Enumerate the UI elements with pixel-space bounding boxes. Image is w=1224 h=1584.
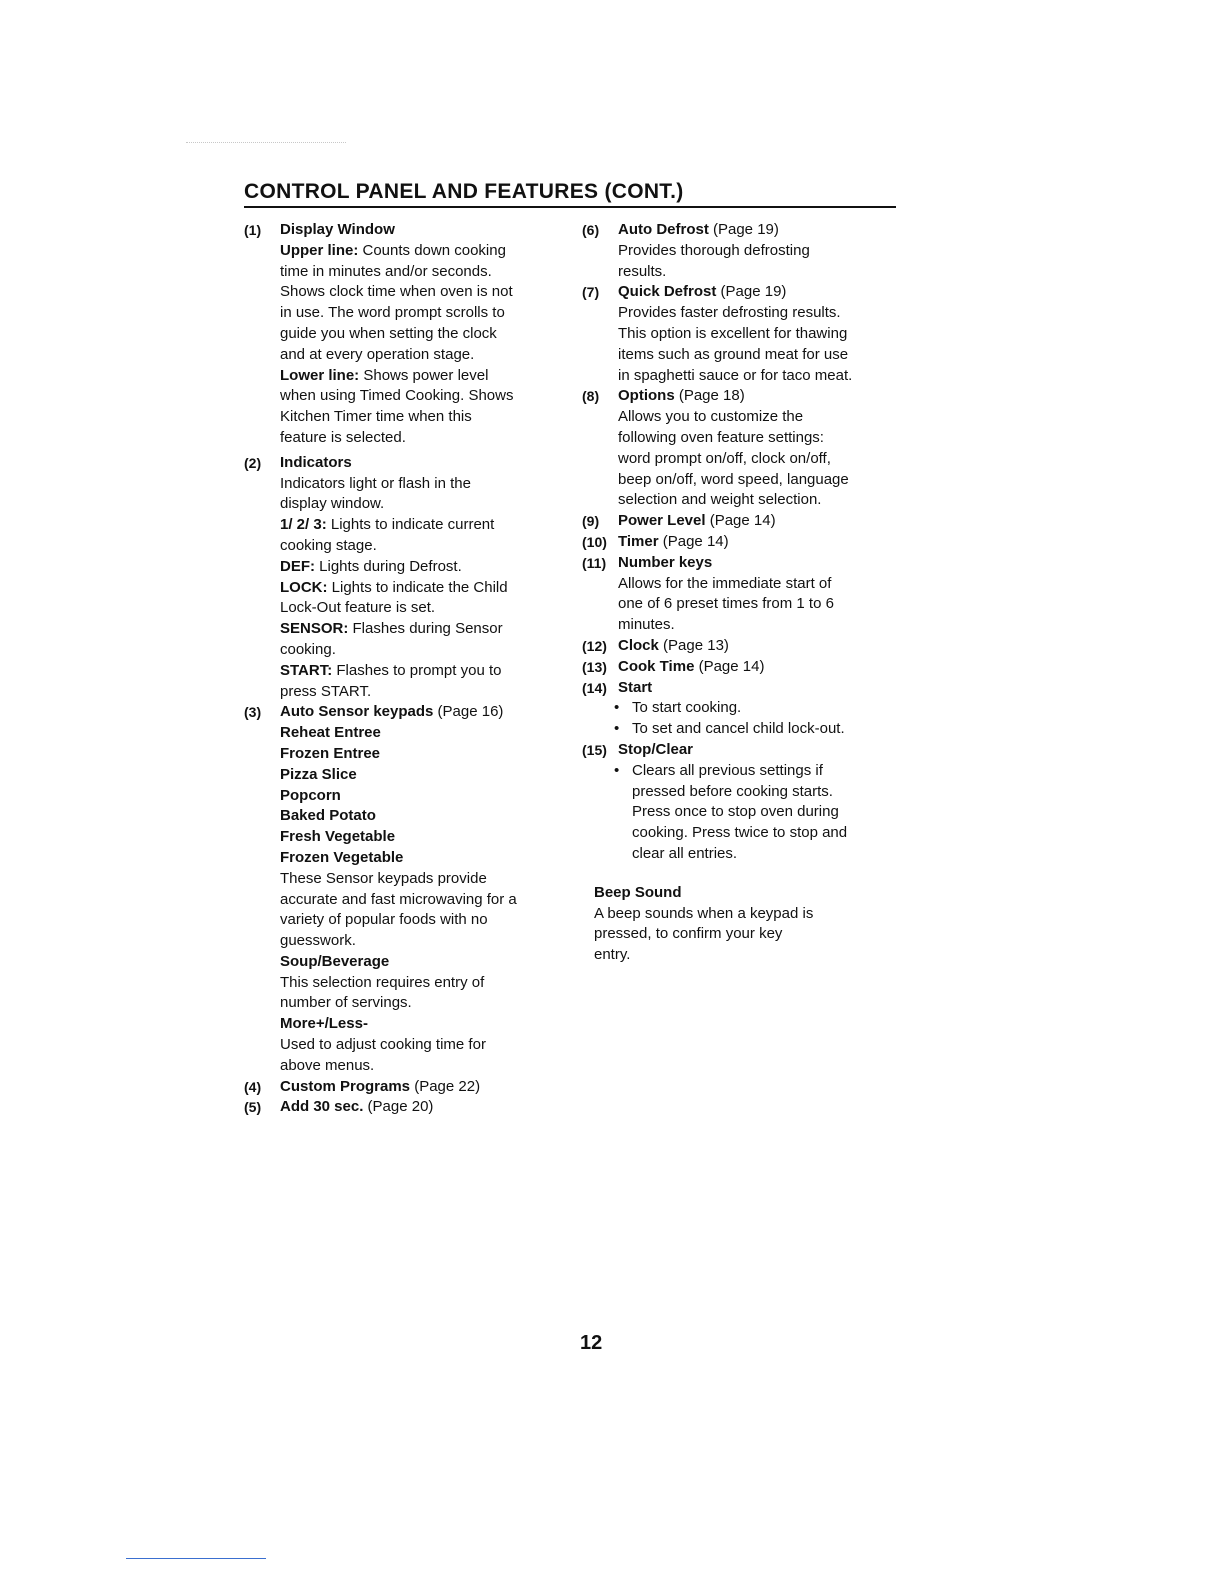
item-number: (5): [244, 1099, 262, 1116]
start-indicator-label: START:: [280, 661, 333, 679]
text-line: Allows for the immediate start of: [618, 574, 832, 592]
item-heading-line: [618, 636, 912, 657]
bullet-item: [610, 761, 912, 865]
text-line: guesswork.: [280, 932, 356, 950]
item-heading-line: [280, 702, 574, 723]
text-line: number of servings.: [280, 994, 412, 1012]
text-line: Indicators light or flash in the: [280, 474, 471, 492]
start-indicator-desc: [280, 661, 574, 682]
lock-indicator-desc: [280, 578, 574, 599]
text-line: This selection requires entry of: [280, 973, 485, 991]
text-line: Shows power level: [359, 366, 489, 384]
keypad-name: Frozen Vegetable: [280, 848, 404, 866]
item-number: (14): [582, 679, 607, 696]
item-heading: Custom Programs: [280, 1077, 411, 1095]
text-line: These Sensor keypads provide: [280, 869, 487, 887]
text-line: pressed before cooking starts.: [632, 782, 833, 800]
sensor-indicator-desc: [280, 619, 574, 640]
text-line: Counts down cooking: [358, 241, 506, 259]
lower-line-desc: [280, 366, 574, 387]
item-stop-clear: [582, 740, 912, 761]
item-number: (13): [582, 658, 607, 675]
item-heading-line: [618, 386, 912, 407]
text-line: Lights to indicate current: [326, 516, 495, 534]
keypad-name: Popcorn: [280, 786, 341, 804]
text-line: items such as ground meat for use: [618, 345, 849, 363]
page-ref: (Page 19): [708, 221, 779, 238]
text-line: Flashes during Sensor: [348, 620, 503, 638]
page-ref: (Page 22): [410, 1077, 481, 1095]
item-number: (2): [244, 454, 262, 471]
def-indicator-label: DEF:: [280, 557, 315, 575]
text-line: cooking.: [280, 640, 336, 658]
text-line: clear all entries.: [632, 844, 738, 862]
text-line: cooking. Press twice to stop and: [632, 824, 848, 842]
text-line: feature is selected.: [280, 428, 406, 446]
text-line: Shows clock time when oven is not: [280, 283, 513, 301]
text-line: in spaghetti sauce or for taco meat.: [618, 366, 853, 384]
stop-clear-bullet-list: [582, 761, 912, 865]
item-auto-defrost: [582, 220, 912, 282]
text-line: following oven feature settings:: [618, 428, 824, 446]
item-number: (3): [244, 704, 262, 721]
text-line: Used to adjust cooking time for: [280, 1036, 486, 1054]
item-quick-defrost: [582, 282, 912, 386]
item-heading: Power Level: [618, 512, 706, 530]
text-line: Provides faster defrosting results.: [618, 304, 841, 322]
keypad-name: Baked Potato: [280, 807, 376, 825]
item-heading: Auto Defrost: [618, 221, 709, 238]
keypad-name: Reheat Entree: [280, 724, 381, 742]
bullet-item: • To start cooking.: [610, 698, 912, 719]
text-line: above menus.: [280, 1056, 375, 1074]
item-number: (6): [582, 222, 600, 238]
item-number: (1): [244, 222, 262, 238]
sensor-indicator-label: SENSOR:: [280, 620, 349, 638]
page-ref: (Page 14): [658, 532, 729, 550]
page-ref: (Page 20): [363, 1098, 434, 1116]
text-line: This option is excellent for thawing: [618, 324, 848, 342]
item-heading-line: [618, 511, 912, 532]
item-heading: Options: [618, 387, 675, 405]
page-ref: (Page 16): [433, 703, 504, 721]
item-options: [582, 386, 912, 511]
page-ref: (Page 18): [674, 387, 745, 405]
item-heading: Timer: [618, 532, 659, 550]
item-auto-sensor-keypads: [244, 702, 574, 1076]
page-number: 12: [580, 1332, 603, 1354]
page-title: CONTROL PANEL AND FEATURES (CONT.): [244, 180, 684, 203]
text-line: • Clears all previous settings if: [632, 761, 823, 779]
start-bullet-list: [582, 698, 912, 740]
item-heading: Auto Sensor keypads: [280, 703, 434, 721]
title-underline: [244, 206, 896, 208]
item-display-window: [244, 220, 574, 449]
text-line: variety of popular foods with no: [280, 911, 488, 929]
item-number: (8): [582, 388, 600, 405]
page-ref: (Page 13): [658, 636, 729, 654]
text-line: one of 6 preset times from 1 to 6: [618, 595, 834, 613]
bottom-rule: [126, 1558, 266, 1559]
item-heading: Display Window: [280, 221, 395, 238]
item-number: (9): [582, 513, 600, 530]
item-add-30-sec: [244, 1097, 574, 1118]
text-line: Allows you to customize the: [618, 408, 804, 426]
text-line: Lights during Defrost.: [315, 557, 462, 575]
text-line: results.: [618, 262, 667, 280]
left-column: [244, 220, 574, 1118]
text-line: Kitchen Timer time when this: [280, 408, 472, 426]
item-heading: Stop/Clear: [618, 740, 694, 758]
text-line: Flashes to prompt you to: [332, 661, 502, 679]
text-line: A beep sounds when a keypad is: [594, 904, 814, 922]
upper-line-label: Upper line:: [280, 241, 359, 259]
item-clock: [582, 636, 912, 657]
item-heading-line: [280, 1077, 574, 1098]
scan-artifact-dots: [186, 142, 346, 143]
keypad-name: Pizza Slice: [280, 765, 357, 783]
item-cook-time: [582, 657, 912, 678]
item-number-keys: [582, 553, 912, 636]
item-number: (4): [244, 1078, 262, 1095]
text-line: beep on/off, word speed, language: [618, 470, 849, 488]
keypad-name: Fresh Vegetable: [280, 828, 396, 846]
text-line: in use. The word prompt scrolls to: [280, 304, 505, 322]
text-line: word prompt on/off, clock on/off,: [618, 449, 831, 467]
page-ref: (Page 14): [694, 657, 765, 675]
text-line: minutes.: [618, 616, 675, 634]
stage-indicator-desc: [280, 515, 574, 536]
soup-beverage-heading: Soup/Beverage: [280, 952, 390, 970]
item-heading-line: [618, 282, 912, 303]
item-start: [582, 678, 912, 699]
beep-sound-heading: Beep Sound: [594, 883, 682, 901]
item-power-level: [582, 511, 912, 532]
item-number: (11): [582, 554, 607, 571]
item-number: (10): [582, 533, 607, 550]
item-heading-line: [618, 657, 912, 678]
text-line: when using Timed Cooking. Shows: [280, 387, 514, 405]
item-heading: Quick Defrost: [618, 283, 717, 301]
text-line: Provides thorough defrosting: [618, 241, 810, 259]
text-line: Press once to stop oven during: [632, 803, 839, 821]
text-line: guide you when setting the clock: [280, 324, 497, 342]
text-line: pressed, to confirm your key: [594, 925, 783, 943]
text-line: selection and weight selection.: [618, 491, 822, 509]
text-line: and at every operation stage.: [280, 345, 475, 363]
text-line: display window.: [280, 495, 385, 513]
upper-line-desc: [280, 241, 574, 262]
text-line: press START.: [280, 682, 372, 700]
item-heading: Clock: [618, 636, 659, 654]
text-line: Lights to indicate the Child: [327, 578, 508, 596]
item-heading: Indicators: [280, 453, 352, 471]
page-ref: (Page 14): [705, 512, 776, 530]
text-line: time in minutes and/or seconds.: [280, 262, 492, 280]
item-heading-line: [280, 1097, 574, 1118]
item-number: (15): [582, 741, 607, 758]
text-line: cooking stage.: [280, 536, 377, 554]
bullet-item: • To set and cancel child lock-out.: [610, 719, 912, 740]
def-indicator-desc: [280, 557, 574, 578]
item-number: (12): [582, 637, 607, 654]
item-number: (7): [582, 284, 600, 301]
stage-indicator-label: 1/ 2/ 3:: [280, 516, 327, 534]
item-heading: Number keys: [618, 553, 713, 571]
beep-sound-section: [582, 883, 912, 966]
lower-line-label: Lower line:: [280, 366, 360, 384]
item-heading-line: [618, 532, 912, 553]
item-heading: Start: [618, 678, 653, 696]
item-timer: [582, 532, 912, 553]
more-less-heading: More+/Less-: [280, 1015, 368, 1033]
text-line: entry.: [594, 946, 631, 964]
right-column: [582, 220, 912, 966]
item-custom-programs: [244, 1077, 574, 1098]
item-heading: Add 30 sec.: [280, 1098, 364, 1116]
item-heading: Cook Time: [618, 657, 695, 675]
item-heading-line: [618, 220, 912, 241]
lock-indicator-label: LOCK:: [280, 578, 328, 596]
text-line: accurate and fast microwaving for a: [280, 890, 517, 908]
keypad-name: Frozen Entree: [280, 744, 381, 762]
text-line: Lock-Out feature is set.: [280, 599, 436, 617]
item-indicators: [244, 453, 574, 703]
page-ref: (Page 19): [716, 283, 787, 301]
